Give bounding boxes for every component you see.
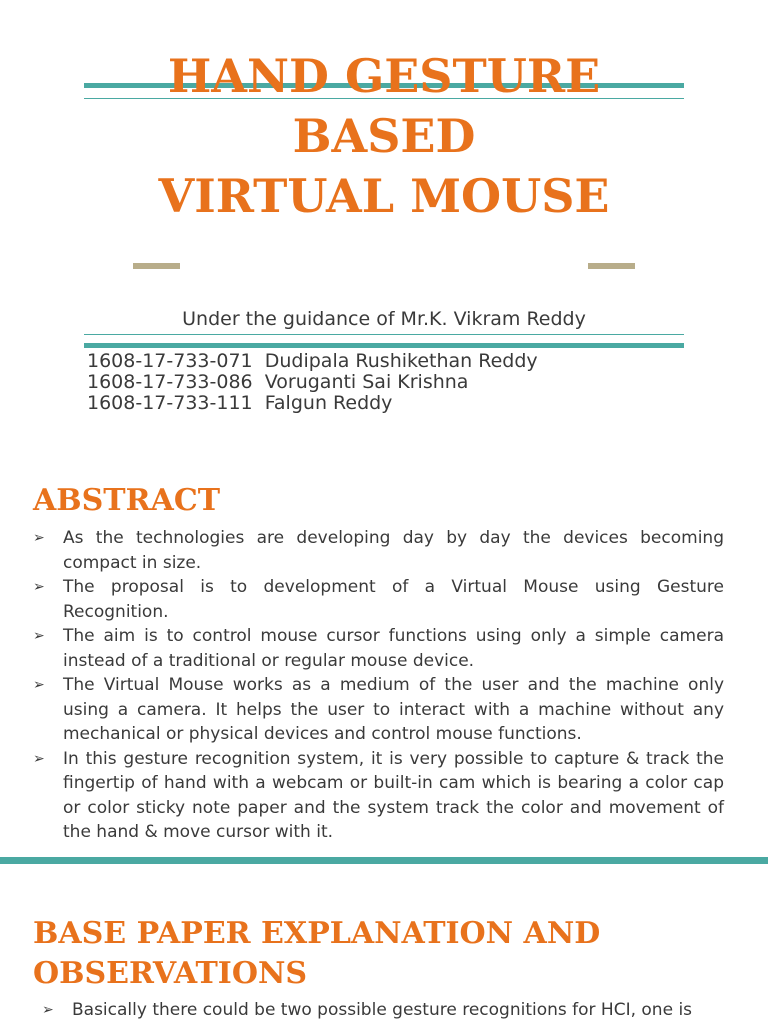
presentation-title xyxy=(0,46,768,226)
base-paper-heading-line-2: OBSERVATIONS xyxy=(33,956,308,991)
bullet-text: As the technologies are developing day by day the devices becoming compact in size. xyxy=(63,528,724,573)
bullet-text: Basically there could be two possible gesture recognitions for HCI, one is xyxy=(72,1000,693,1020)
title-line-3: VIRTUAL MOUSE xyxy=(158,169,610,223)
member-roll-number: 1608-17-733-071 xyxy=(87,350,253,372)
abstract-bullet-list xyxy=(33,526,724,845)
guidance-text: Under the guidance of Mr.K. Vikram Reddy xyxy=(182,308,586,330)
decorative-dash-left xyxy=(133,263,180,269)
guidance-rule-thin xyxy=(84,334,684,335)
list-item xyxy=(33,624,724,673)
member-row xyxy=(87,351,538,372)
title-line-1: HAND GESTURE xyxy=(167,49,601,103)
arrowhead-bullet-icon: ➢ xyxy=(33,628,45,644)
decorative-dash-right xyxy=(588,263,635,269)
list-item xyxy=(33,575,724,624)
list-item xyxy=(42,998,724,1023)
bullet-text: The proposal is to development of a Virtual Mouse using Gesture Recognition. xyxy=(63,577,724,622)
bullet-text: In this gesture recognition system, it is very possible to capture & track the fingertip of hand with a webcam or built-in cam which is bearing a color cap or color sticky note paper and the system track the color and movement of the hand & move cursor with it. xyxy=(63,748,724,842)
section-divider-rule xyxy=(0,857,768,864)
arrowhead-bullet-icon: ➢ xyxy=(33,750,45,767)
guidance-rule-thick xyxy=(84,343,684,348)
list-item xyxy=(33,747,724,845)
member-row xyxy=(87,393,538,414)
team-members xyxy=(87,351,538,414)
member-roll-number: 1608-17-733-111 xyxy=(87,392,253,414)
member-name: Falgun Reddy xyxy=(264,392,393,414)
member-name: Voruganti Sai Krishna xyxy=(264,371,469,393)
arrowhead-bullet-icon: ➢ xyxy=(33,530,45,546)
arrowhead-bullet-icon: ➢ xyxy=(33,677,45,693)
member-row xyxy=(87,372,538,393)
member-name: Dudipala Rushikethan Reddy xyxy=(264,350,538,372)
base-paper-heading-line-1: BASE PAPER EXPLANATION AND xyxy=(33,916,601,951)
title-line-2: BASED xyxy=(292,109,476,163)
bullet-text: The aim is to control mouse cursor functions using only a simple camera instead of a traditional or regular mouse device. xyxy=(63,626,724,671)
base-paper-heading xyxy=(33,914,600,994)
base-paper-bullet-list xyxy=(42,998,724,1023)
arrowhead-bullet-icon: ➢ xyxy=(33,579,45,595)
arrowhead-bullet-icon: ➢ xyxy=(42,1002,54,1018)
member-roll-number: 1608-17-733-086 xyxy=(87,371,253,393)
bullet-text: The Virtual Mouse works as a medium of the user and the machine only using a camera. It helps the user to interact with a machine without any mechanical or physical devices and control mouse functions. xyxy=(63,675,724,744)
list-item xyxy=(33,673,724,747)
abstract-heading: ABSTRACT xyxy=(33,483,221,518)
list-item xyxy=(33,526,724,575)
